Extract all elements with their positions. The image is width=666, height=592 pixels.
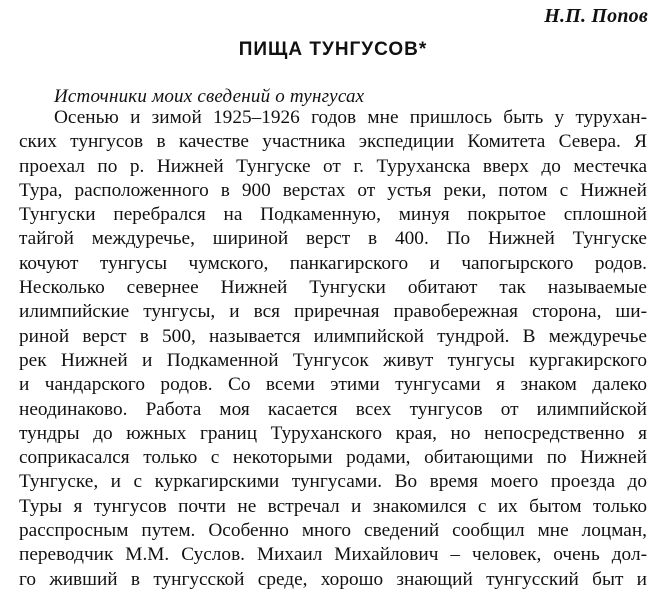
body-line: рек Нижней и Подкаменной Тунгусок живут тунгусы кургакирского [19,349,647,371]
body-line: ских тунгусов в качестве участника экспедиции Комитета Севера. Я [19,131,647,153]
body-line: риной верст в 500, называется илимпийской тундрой. В междуречье [19,325,647,347]
body-line: тундры до южных границ Туруханского края, но непосредственно я [19,422,647,444]
body-line: проехал по р. Нижней Тунгуске от г. Туруханска вверх до местечка [19,155,647,177]
body-line: Туры я тунгусов почти не встречал и знакомился с их бытом только [19,495,647,517]
body-line: и чандарского родов. Со всеми этими тунгусами я знаком далеко [19,374,647,396]
body-line: Тура, расположенного в 900 верстах от устья реки, потом с Нижней [19,179,647,201]
body-line: го живший в тунгусской среде, хорошо знающий тунгусский быт и [19,568,647,590]
body-line: соприкасался только с некоторыми родами, обитающими по Нижней [19,447,647,469]
body-line: илимпийские тунгусы, и вся приречная правобережная сторона, ши- [19,301,647,323]
body-line: расспросным путем. Особенно много сведений сообщил мне лоцман, [19,520,647,542]
body-line: Тунгуске, и с куркагирскими тунгусами. Во время моего проезда до [19,471,647,493]
body-line: тайгой междуречье, шириной верст в 400. По Нижней Тунгуске [19,228,647,250]
article-title: ПИЩА ТУНГУСОВ* [238,39,428,60]
body-line: кочуют тунгусы чумского, панкагирского и чапогырского родов. [19,252,647,274]
body-line: Тунгуски перебрался на Подкаменную, минуя покрытое сплошной [19,204,647,226]
body-line: неодинаково. Работа моя касается всех тунгусов от илимпийской [19,398,647,420]
body-line: Несколько севернее Нижней Тунгуски обитают так называемые [19,277,647,299]
body-line: Осенью и зимой 1925–1926 годов мне пришлось быть у турухан- [54,107,647,128]
body-line: переводчик М.М. Суслов. Михаил Михайлович – человек, очень дол- [19,544,647,566]
author-name: Н.П. Попов [544,5,648,27]
body-text [19,106,647,592]
section-heading: Источники моих сведений о тунгусах [54,86,365,107]
